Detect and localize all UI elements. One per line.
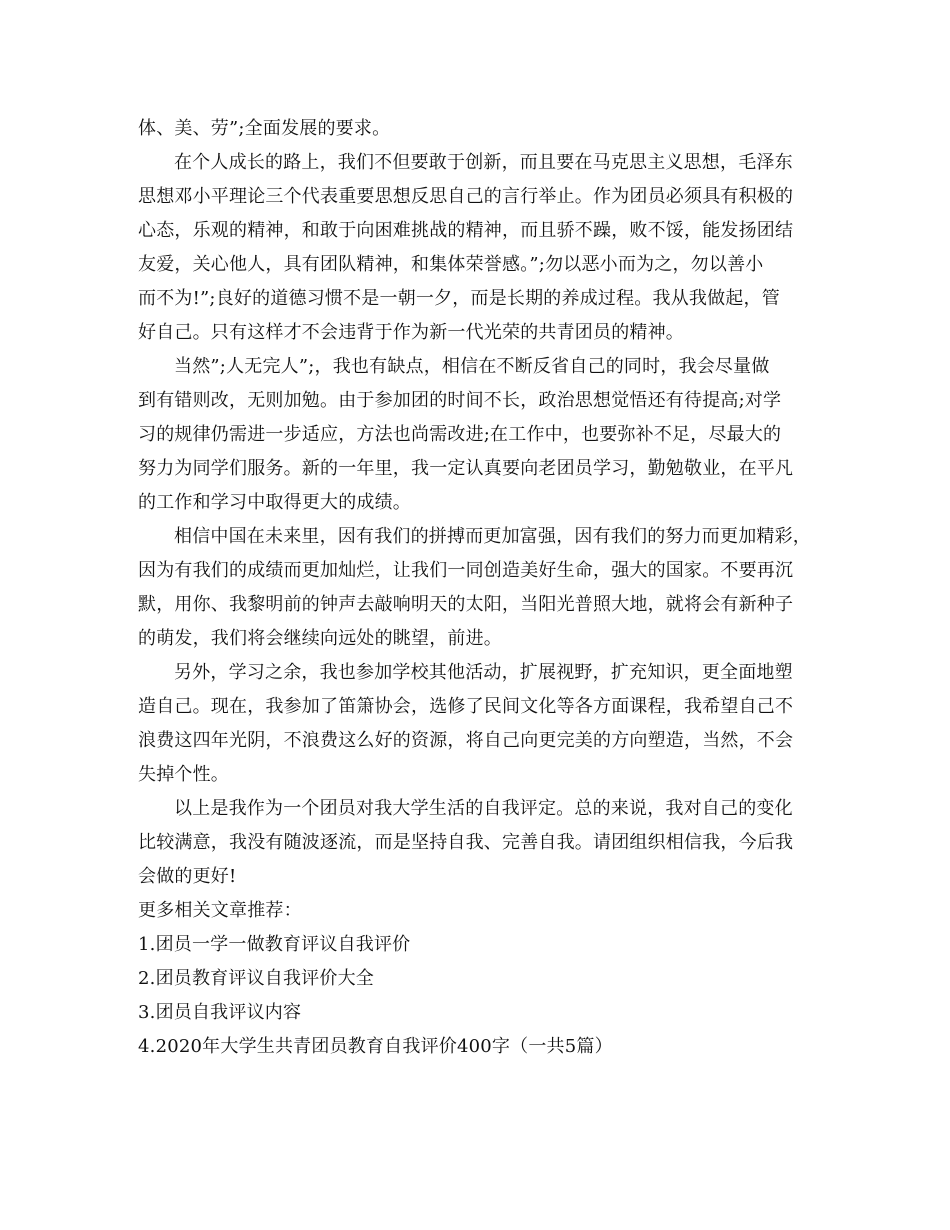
recommendations-title: 更多相关文章推荐： (138, 900, 302, 921)
text-line: 因为有我们的成绩而更加灿烂，让我们一同创造美好生命，强大的国家。不要再沉 (138, 560, 794, 581)
text-line: 默，用你、我黎明前的钟声去敲响明天的太阳，当阳光普照大地，就将会有新种子 (138, 594, 794, 615)
recommendations (138, 894, 818, 1064)
document-page (138, 112, 818, 1064)
text-line: 失掉个性。 (138, 764, 229, 785)
paragraph (138, 520, 818, 656)
text-line: 好自己。只有这样才不会违背于作为新一代光荣的共青团员的精神。 (138, 322, 684, 343)
text-line: 到有错则改，无则加勉。由于参加团的时间不长，政治思想觉悟还有待提高;对学 (138, 390, 782, 411)
text-line: 的工作和学习中取得更大的成绩。 (138, 492, 411, 513)
text-line: 友爱，关心他人，具有团队精神，和集体荣誉感。”;勿以恶小而为之，勿以善小 (138, 254, 764, 275)
text-line: 当然”;人无完人”;，我也有缺点，相信在不断反省自己的同时，我会尽量做 (174, 356, 770, 377)
paragraph (138, 656, 818, 792)
text-line: 的萌发，我们将会继续向远处的眺望，前进。 (138, 628, 502, 649)
paragraph (138, 350, 818, 520)
text-line: 在个人成长的路上，我们不但要敢于创新，而且要在马克思主义思想，毛泽东 (174, 152, 793, 173)
text-line: 心态，乐观的精神，和敢于向困难挑战的精神，而且骄不躁，败不馁，能发扬团结 (138, 220, 794, 241)
text-line: 习的规律仍需进一步适应，方法也尚需改进;在工作中，也要弥补不足，尽最大的 (138, 424, 782, 445)
text-line: 体、美、劳”;全面发展的要求。 (138, 118, 391, 139)
text-line: 另外，学习之余，我也参加学校其他活动，扩展视野，扩充知识，更全面地塑 (174, 662, 793, 683)
text-line: 而不为!”;良好的道德习惯不是一朝一夕，而是长期的养成过程。我从我做起，管 (138, 288, 780, 309)
paragraph (138, 112, 818, 146)
text-line: 相信中国在未来里，因有我们的拼搏而更加富强，因有我们的努力而更加精彩， (174, 526, 811, 547)
recommendation-item[interactable]: 2.团员教育评议自我评价大全 (138, 968, 374, 989)
recommendation-item[interactable]: 3.团员自我评议内容 (138, 1002, 302, 1023)
text-line: 努力为同学们服务。新的一年里，我一定认真要向老团员学习，勤勉敬业，在平凡 (138, 458, 794, 479)
text-line: 造自己。现在，我参加了笛箫协会，选修了民间文化等各方面课程，我希望自己不 (138, 696, 794, 717)
text-line: 比较满意，我没有随波逐流，而是坚持自我、完善自我。请团组织相信我，今后我 (138, 832, 794, 853)
text-line: 浪费这四年光阴，不浪费这么好的资源，将自己向更完美的方向塑造，当然，不会 (138, 730, 794, 751)
text-line: 思想邓小平理论三个代表重要思想反思自己的言行举止。作为团员必须具有积极的 (138, 186, 794, 207)
text-line: 以上是我作为一个团员对我大学生活的自我评定。总的来说，我对自己的变化 (174, 798, 793, 819)
paragraph (138, 146, 818, 350)
recommendation-item[interactable]: 4.2020年大学生共青团员教育自我评价400字（一共5篇） (138, 1036, 613, 1057)
recommendation-item[interactable]: 1.团员一学一做教育评议自我评价 (138, 934, 411, 955)
text-line: 会做的更好! (138, 866, 237, 887)
paragraph (138, 792, 818, 894)
